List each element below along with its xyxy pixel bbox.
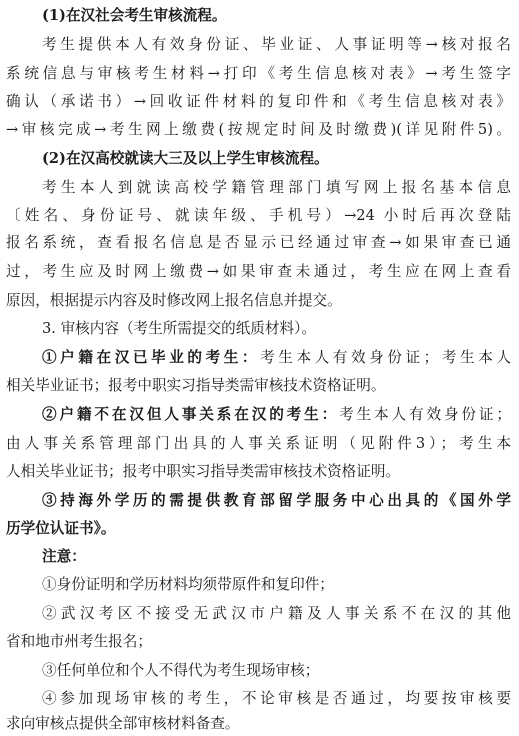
item2-bold-label: ②户籍不在汉但人事关系在汉的考生： xyxy=(42,406,340,423)
note-4-line-1: ④参加现场审核的考生，不论审核是否通过，均要按审核要 xyxy=(42,690,511,707)
section2-line-1: 考生本人到就读高校学籍管理部门填写网上报名基本信息 xyxy=(42,179,511,196)
section1-line-1: 考生提供本人有效身份证、毕业证、人事证明等→核对报名 xyxy=(42,36,511,53)
section3-heading: 3. 审核内容（考生所需提交的纸质材料）。 xyxy=(42,320,316,337)
item2-line-3: 人相关毕业证书；报考中职实习指导类需审核技术资格证明。 xyxy=(6,463,401,480)
section1-line-2: 系统信息与审核考生材料→打印《考生信息核对表》→考生签字 xyxy=(6,65,511,82)
notes-title: 注意： xyxy=(42,548,86,565)
section2-line-5: 原因，根据提示内容及时修改网上报名信息并提交。 xyxy=(6,292,342,309)
note-1: ①身份证明和学历材料均须带原件和复印件； xyxy=(42,576,334,593)
section1-title: (1)在汉社会考生审核流程。 xyxy=(42,7,227,24)
section2-title: (2)在汉高校就读大三及以上学生审核流程。 xyxy=(42,150,329,167)
section2-line-4: 过，考生应及时网上缴费→如果审查未通过，考生应在网上查看 xyxy=(6,263,511,280)
note-2-line-1: ②武汉考区不接受无武汉市户籍及人事关系不在汉的其他 xyxy=(42,605,511,622)
item3-line-1: ③持海外学历的需提供教育部留学服务中心出具的《国外学 xyxy=(42,492,511,509)
item2-line-2: 由人事关系管理部门出具的人事关系证明（见附件3）；考生本 xyxy=(6,435,511,452)
note-2-line-2: 省和地市州考生报名； xyxy=(6,633,152,650)
section1-line-4: →审核完成→考生网上缴费(按规定时间及时缴费)(详见附件5)。 xyxy=(6,121,511,138)
note-3: ③任何单位和个人不得代为考生现场审核； xyxy=(42,662,320,679)
item1-text: 考生本人有效身份证；考生本人 xyxy=(260,349,511,366)
item2-text: 考生本人有效身份证； xyxy=(339,406,511,423)
section1-line-3: 确认（承诺书）→回收证件材料的复印件和《考生信息核对表》 xyxy=(6,93,511,110)
item1-line-1 xyxy=(6,346,511,370)
section2-line-2: 〔姓名、身份证号、就读年级、手机号）→24 小时后再次登陆 xyxy=(6,207,511,224)
item2-line-1 xyxy=(6,403,511,427)
item1-line-2: 相关毕业证书；报考中职实习指导类需审核技术资格证明。 xyxy=(6,377,386,394)
item3-line-2: 历学位认证书》。 xyxy=(6,520,116,537)
item1-bold-label: ①户籍在汉已毕业的考生： xyxy=(42,349,261,366)
note-4-line-2: 求向审核点提供全部审核材料备查。 xyxy=(6,715,240,732)
section2-line-3: 报名系统，查看报名信息是否显示已经通过审查→如果审查已通 xyxy=(6,234,511,251)
